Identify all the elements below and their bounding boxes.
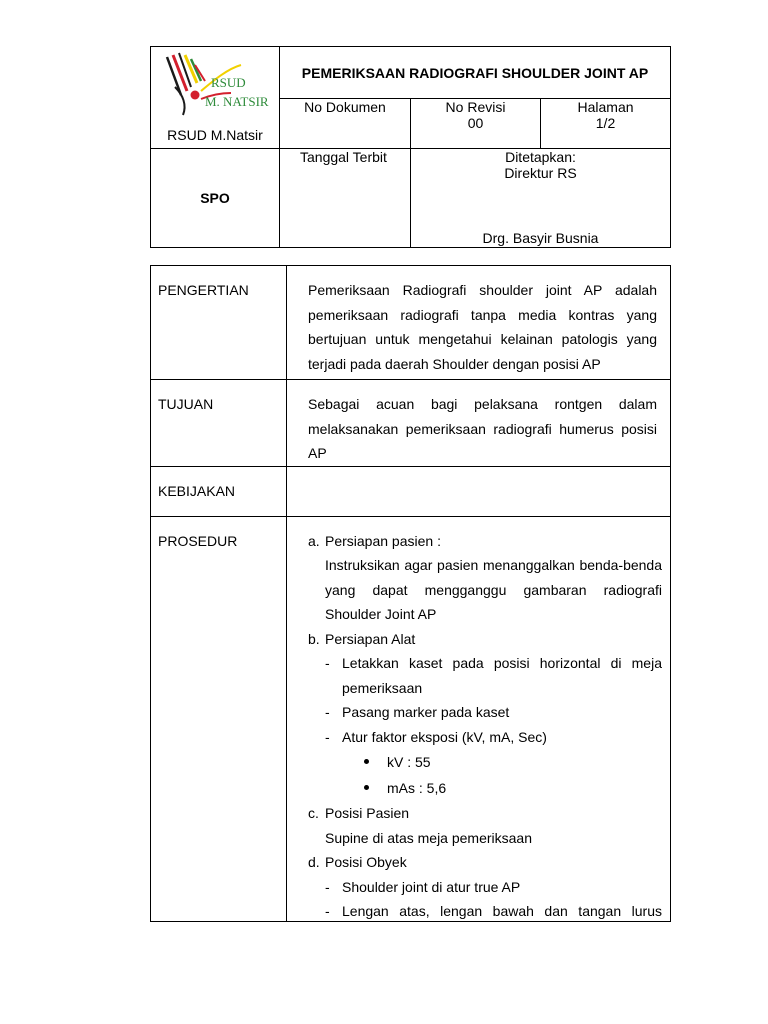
- step-title: Persiapan Alat: [325, 630, 416, 647]
- list-item: - Shoulder joint di atur true AP: [325, 875, 662, 900]
- bullet-icon: [364, 785, 369, 790]
- approver-name: Drg. Basyir Busnia: [482, 230, 599, 246]
- dash-icon: -: [325, 728, 330, 745]
- svg-text:RSUD: RSUD: [211, 75, 246, 90]
- step-marker: c.: [308, 805, 319, 821]
- step-marker: d.: [308, 854, 320, 870]
- section-text-pengertian: Pemeriksaan Radiografi shoulder joint AP adalah pemeriksaan radiografi tanpa media kontras yang bertujuan untuk mengetahui kelainan patologis yang terjadi pada daerah Shoulder dengan posisi AP: [287, 266, 671, 380]
- hospital-name: RSUD M.Natsir: [167, 127, 263, 143]
- approver-role: Direktur RS: [504, 165, 577, 181]
- revision-value: 00: [467, 115, 484, 131]
- section-label-prosedur: PROSEDUR: [151, 516, 287, 921]
- issue-date-label: Tanggal Terbit: [300, 149, 387, 165]
- bullet-icon: [364, 759, 369, 764]
- procedure-table: [150, 265, 671, 922]
- section-label-kebijakan: KEBIJAKAN: [151, 466, 287, 516]
- section-text-tujuan: Sebagai acuan bagi pelaksana rontgen dalam melaksanakan pemeriksaan radiografi humerus posisi AP: [287, 380, 671, 467]
- list-item: kV : 55: [342, 749, 662, 775]
- step-text: Instruksikan agar pasien menanggalkan benda-benda yang dapat mengganggu gambaran radiografi Shoulder Joint AP: [325, 557, 662, 622]
- section-text-kebijakan: [287, 466, 671, 516]
- revision-cell: [411, 99, 541, 149]
- header-table: [150, 46, 671, 248]
- section-label-pengertian: PENGERTIAN: [151, 266, 287, 380]
- list-item: - Pasang marker pada kaset: [325, 700, 662, 725]
- list-item: - Atur faktor eksposi (kV, mA, Sec) kV : 55 mAs : 5,6: [325, 725, 662, 802]
- dash-icon: -: [325, 655, 330, 671]
- step-subitems: [325, 875, 662, 921]
- section-row-prosedur: [151, 516, 671, 921]
- section-label-tujuan: TUJUAN: [151, 380, 287, 467]
- list-item: - Letakkan kaset pada posisi horizontal di meja pemeriksaan: [325, 651, 662, 700]
- revision-label: No Revisi: [445, 99, 506, 115]
- procedure-content: [308, 529, 662, 921]
- svg-text:M. NATSIR: M. NATSIR: [205, 94, 269, 109]
- procedure-step-c: [308, 801, 662, 850]
- section-row-kebijakan: [151, 466, 671, 516]
- step-marker: b.: [308, 630, 320, 647]
- list-item: mAs : 5,6: [342, 775, 662, 801]
- issue-date-cell: [280, 149, 411, 248]
- approval-cell: [411, 149, 671, 248]
- dash-icon: -: [325, 903, 330, 919]
- step-subitems: [325, 651, 662, 801]
- document-title: PEMERIKSAAN RADIOGRAFI SHOULDER JOINT AP: [280, 47, 671, 99]
- section-text-prosedur: [287, 516, 671, 921]
- page-cell: [541, 99, 671, 149]
- exposure-values: [342, 749, 662, 801]
- logo-cell: [151, 47, 280, 149]
- section-row-pengertian: [151, 266, 671, 380]
- procedure-step-a: [308, 529, 662, 627]
- dash-icon: -: [325, 704, 330, 720]
- approved-label: Ditetapkan:: [505, 149, 576, 165]
- page-label: Halaman: [577, 99, 634, 115]
- procedure-step-d: [308, 850, 662, 921]
- page-value: 1/2: [595, 115, 616, 131]
- doc-number-cell: [280, 99, 411, 149]
- step-title: Persiapan pasien :: [325, 532, 441, 549]
- doc-number-label: No Dokumen: [304, 99, 386, 115]
- step-text: Supine di atas meja pemeriksaan: [325, 829, 533, 846]
- list-item: - Lengan atas, lengan bawah dan tangan lurus: [325, 899, 662, 921]
- step-title: Posisi Obyek: [325, 854, 407, 870]
- hospital-logo-icon: [161, 51, 269, 125]
- dash-icon: -: [325, 878, 330, 895]
- procedure-step-b: [308, 627, 662, 802]
- step-title: Posisi Pasien: [325, 805, 410, 821]
- section-row-tujuan: [151, 380, 671, 467]
- procedure-steps: [308, 529, 662, 921]
- step-marker: a.: [308, 532, 320, 549]
- spo-label: SPO: [151, 149, 280, 248]
